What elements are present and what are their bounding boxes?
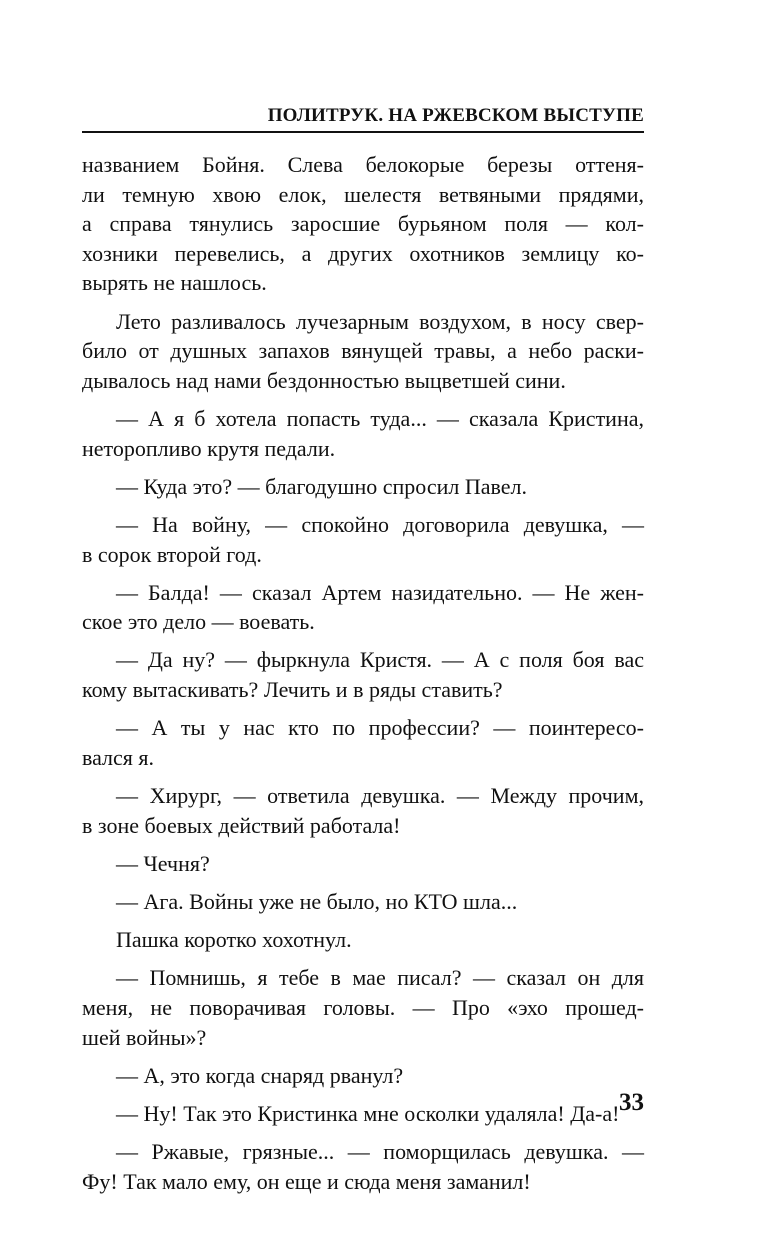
text-line: в сорок второй год. <box>82 541 262 567</box>
text-line: — Ага. Войны уже не было, но КТО шла... <box>116 889 518 914</box>
text-line: вался я. <box>82 744 155 770</box>
text-line: — А ты у нас кто по профессии? — поинтересо- <box>116 715 644 741</box>
text-line: — Хирург, — ответила девушка. — Между прочим, <box>116 783 644 809</box>
text-line: неторопливо крутя педали. <box>82 435 336 461</box>
text-line: Фу! Так мало ему, он еще и сюда меня заманил! <box>82 1168 531 1194</box>
paragraph-gap <box>82 705 644 714</box>
text-line: Лето разливалось лучезарным воздухом, в носу свер- <box>116 308 644 334</box>
text-line: Пашка коротко хохотнул. <box>116 927 352 953</box>
paragraph-gap <box>82 501 644 510</box>
paragraph-gap <box>82 878 644 887</box>
text-line: кому вытаскивать? Лечить и в ряды ставить? <box>82 677 503 703</box>
paragraph-gap <box>82 772 644 781</box>
text-line: меня, не поворачивая головы. — Про «эхо прошед- <box>82 994 644 1020</box>
text-line: ское это дело — воевать. <box>82 609 315 635</box>
text-line: било от душных запахов вянущей травы, а небо раски- <box>82 338 644 364</box>
text-line: ли темную хвою елок, шелестя ветвяными прядями, <box>82 181 644 207</box>
paragraph-gap <box>82 840 644 849</box>
text-line: — Балда! — сказал Артем назидательно. — Не жен- <box>116 579 644 605</box>
text-line: — Ржавые, грязные... — поморщилась девушка. — <box>116 1139 644 1165</box>
text-line: — А, это когда снаряд рванул? <box>116 1062 404 1088</box>
paragraph-gap <box>82 637 644 646</box>
text-line: — Да ну? — фыркнула Кристя. — А с поля боя вас <box>116 647 644 673</box>
text-line: хозники перевелись, а других охотников землицу ко- <box>82 240 644 266</box>
text-line: вырять не нашлось. <box>82 270 267 296</box>
text-line: — На войну, — спокойно договорила девушка, — <box>116 511 644 537</box>
running-header-title: ПОЛИТРУК. НА РЖЕВСКОМ ВЫСТУПЕ <box>267 105 644 126</box>
paragraph-gap <box>82 917 644 926</box>
paragraph-gap <box>82 1052 644 1061</box>
text-line: в зоне боевых действий работала! <box>82 812 401 838</box>
paragraph-gap <box>82 569 644 578</box>
text-line: — Куда это? — благодушно спросил Павел. <box>116 473 528 499</box>
paragraph-gap <box>82 463 644 472</box>
text-line: а справа тянулись заросшие бурьяном поля — кол- <box>82 211 644 237</box>
paragraph-gap <box>82 298 644 307</box>
text-line: — Чечня? <box>116 850 210 876</box>
text-line: — Помнишь, я тебе в мае писал? — сказал он для <box>116 965 644 991</box>
paragraph-gap <box>82 395 644 404</box>
paragraph-gap <box>82 955 644 964</box>
text-line: — А я б хотела попасть туда... — сказала Кристина, <box>116 405 644 431</box>
body-text <box>82 150 644 1196</box>
text-line: — Ну! Так это Кристинка мне осколки удаляла! Да-а! <box>116 1100 620 1126</box>
text-line: дывалось над нами бездонностью выцветшей сини. <box>82 367 566 393</box>
text-line: шей войны»? <box>82 1024 207 1050</box>
header-rule <box>82 131 644 133</box>
paragraph-gap <box>82 1129 644 1138</box>
page-number: 33 <box>619 1089 644 1116</box>
text-line: названием Бойня. Слева белокорые березы оттеня- <box>82 152 644 177</box>
